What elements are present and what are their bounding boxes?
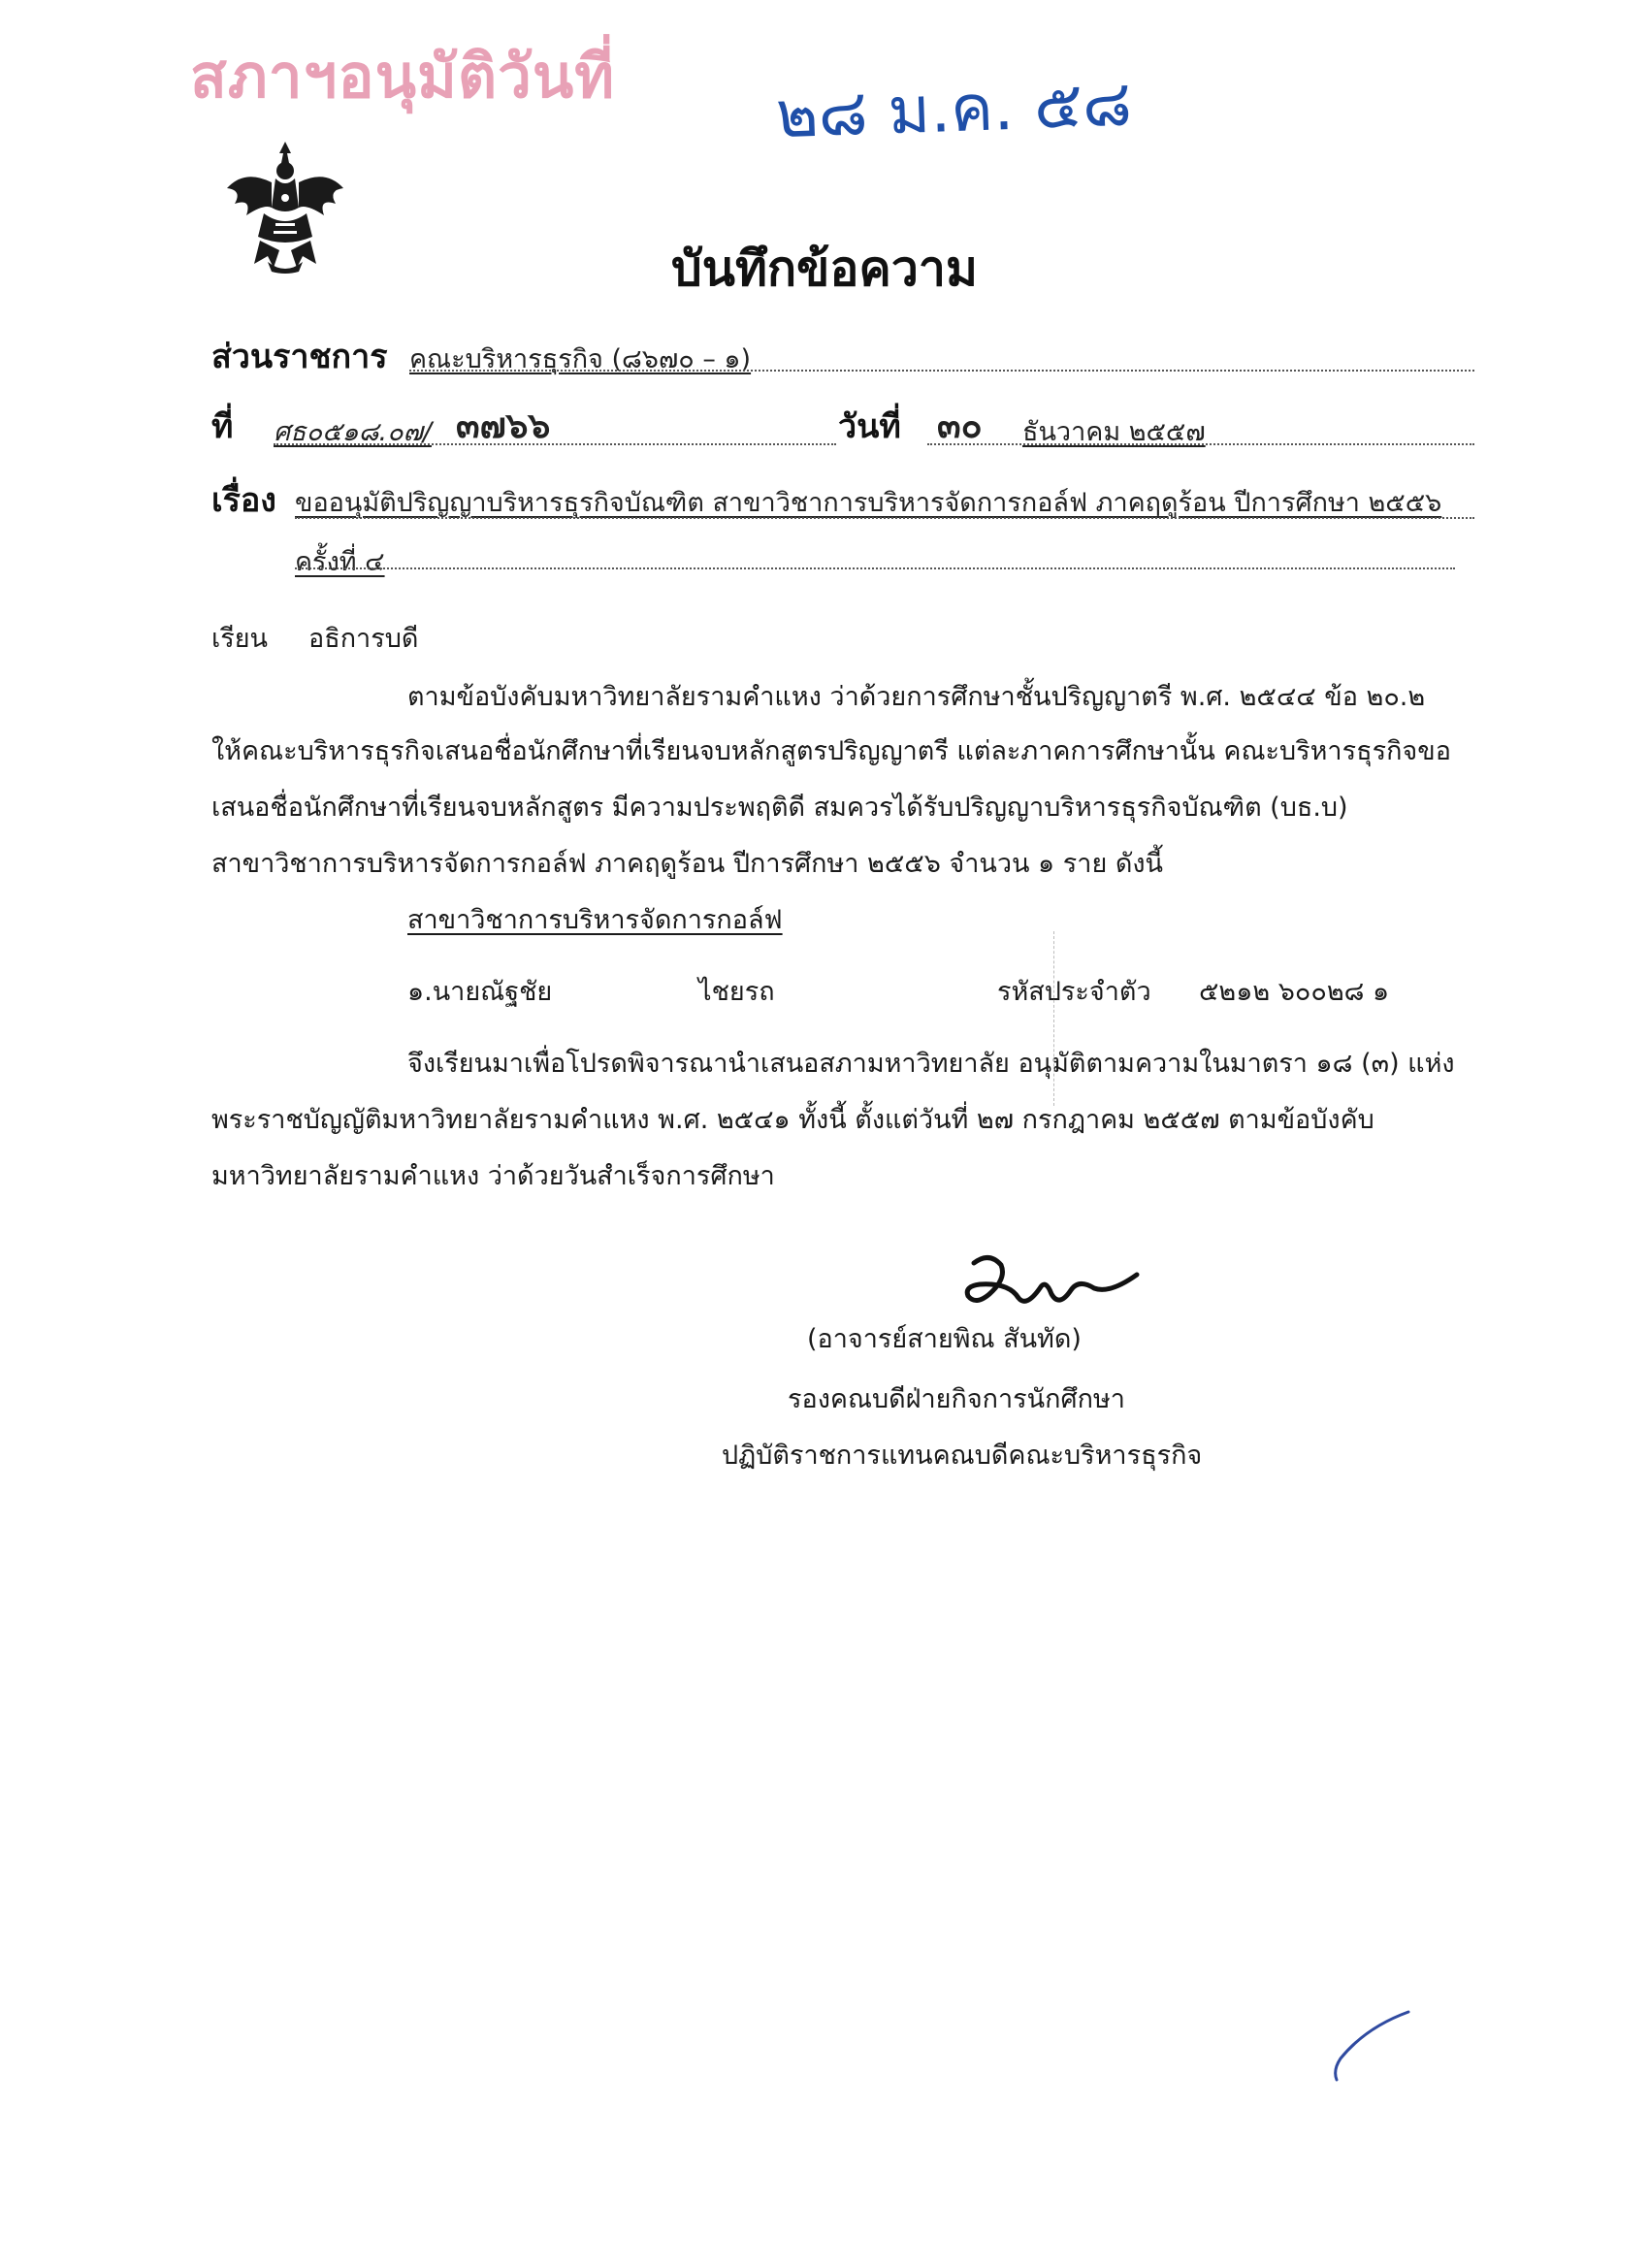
number-label: ที่ [211, 407, 234, 446]
body-paragraph-2-line-1: จึงเรียนมาเพื่อโปรดพิจารณานำเสนอสภามหาวิทยาลัย อนุมัติตามความในมาตรา ๑๘ (๓) แห่ง [407, 1049, 1455, 1079]
agency-label: ส่วนราชการ [211, 338, 388, 376]
body-paragraph-1-line-2: ให้คณะบริหารธุรกิจเสนอชื่อนักศึกษาที่เรียนจบหลักสูตรปริญญาตรี แต่ละภาคการศึกษานั้น คณะบริหารธุรกิจขอ [211, 736, 1451, 766]
signatory-position-1: รองคณบดีฝ่ายกิจการนักศึกษา [788, 1384, 1125, 1414]
number-dotline [274, 443, 836, 445]
agency-dotline [409, 370, 1474, 372]
student-id-label: รหัสประจำตัว [997, 977, 1151, 1007]
pen-stroke-mark [1327, 2008, 1414, 2086]
approval-stamp: สภาฯอนุมัติวันที่ [190, 41, 616, 112]
subject-dotline-2 [295, 567, 1455, 569]
body-paragraph-2-line-3: มหาวิทยาลัยรามคำแหง ว่าด้วยวันสำเร็จการศึกษา [211, 1161, 775, 1191]
subject-line1: ขออนุมัติปริญญาบริหารธุรกิจบัณฑิต สาขาวิชาการบริหารจัดการกอล์ฟ ภาคฤดูร้อน ปีการศึกษา ๒๕๕๖ [295, 488, 1442, 518]
signatory-name: (อาจารย์สายพิณ สันทัด) [807, 1324, 1082, 1354]
body-paragraph-2-line-2: พระราชบัญญัติมหาวิทยาลัยรามคำแหง พ.ศ. ๒๕๔๑ ทั้งนี้ ตั้งแต่วันที่ ๒๗ กรกฎาคม ๒๕๕๗ ตามข้อบังคับ [211, 1105, 1374, 1135]
number-handwritten: ๓๗๖๖ [456, 406, 551, 446]
fold-line [1053, 931, 1054, 1106]
signatory-position-2: ปฏิบัติราชการแทนคณบดีคณะบริหารธุรกิจ [722, 1441, 1203, 1471]
date-month-year: ธันวาคม ๒๕๕๗ [1022, 417, 1206, 447]
subject-line2: ครั้งที่ ๔ [295, 547, 385, 577]
body-paragraph-1-line-1: ตามข้อบังคับมหาวิทยาลัยรามคำแหง ว่าด้วยการศึกษาชั้นปริญญาตรี พ.ศ. ๒๕๔๔ ข้อ ๒๐.๒ [407, 682, 1426, 712]
student-id-value: ๕๒๑๒ ๖๐๐๒๘ ๑ [1199, 977, 1390, 1007]
date-dotline [927, 443, 1474, 445]
body-paragraph-1-line-4: สาขาวิชาการบริหารจัดการกอล์ฟ ภาคฤดูร้อน ปีการศึกษา ๒๕๕๖ จำนวน ๑ ราย ดังนี้ [211, 849, 1164, 879]
student-surname: ไชยรถ [698, 977, 775, 1007]
body-paragraph-1-line-3: เสนอชื่อนักศึกษาที่เรียนจบหลักสูตร มีความประพฤติดี สมควรได้รับปริญญาบริหารธุรกิจบัณฑิต (บธ.บ) [211, 793, 1348, 823]
handwritten-date: ๒๘ ม.ค. ๕๘ [774, 65, 1134, 153]
handwritten-signature [951, 1249, 1145, 1327]
date-label: วันที่ [838, 407, 901, 446]
program-heading: สาขาวิชาการบริหารจัดการกอล์ฟ [407, 905, 783, 935]
memo-title: บันทึกข้อความ [671, 241, 978, 297]
number-prefix: ศธ๐๕๑๘.๐๗/ [274, 417, 432, 447]
student-name: ๑.นายณัฐชัย [407, 977, 553, 1007]
agency-value: คณะบริหารธุรกิจ (๘๖๗๐ – ๑) [409, 344, 752, 374]
salutation-label: เรียน [211, 624, 269, 654]
subject-label: เรื่อง [211, 481, 276, 520]
subject-dotline-1 [295, 517, 1474, 519]
salutation-recipient: อธิการบดี [308, 624, 419, 654]
date-day: ๓๐ [937, 406, 983, 446]
